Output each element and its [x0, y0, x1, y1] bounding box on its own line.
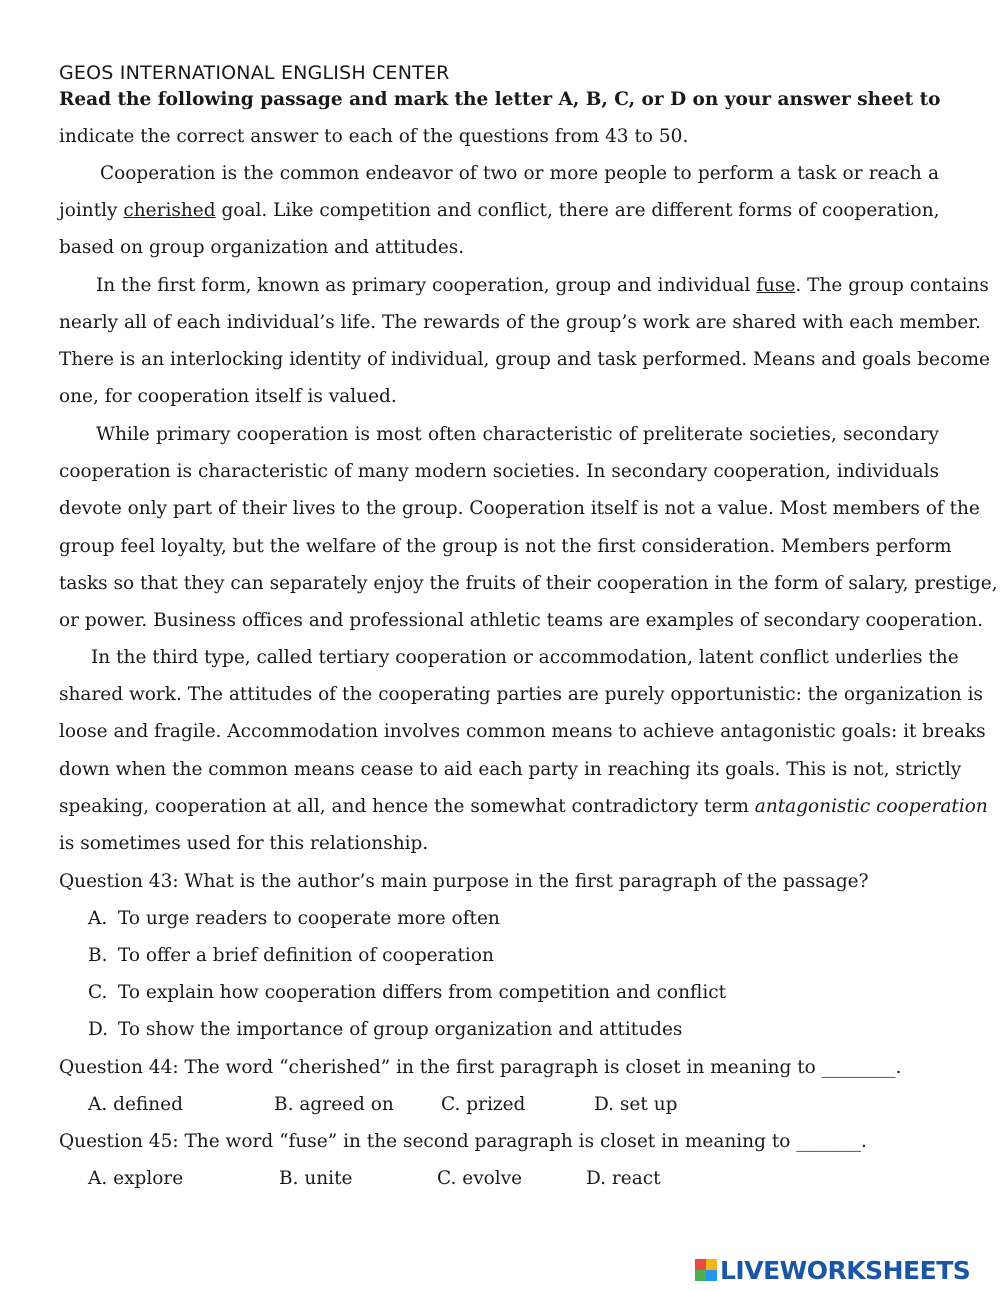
liveworksheets-logo [695, 1253, 970, 1287]
p2-line-1-post: . The group contains [795, 275, 989, 296]
q44-option-c[interactable]: C. prized [441, 1094, 526, 1115]
q45-option-b[interactable]: B. unite [279, 1168, 353, 1189]
q44-option-d[interactable]: D. set up [594, 1094, 678, 1115]
p1-line-2 [59, 199, 939, 223]
logo-square [695, 1259, 706, 1270]
p1-line-1: Cooperation is the common endeavor of two or more people to perform a task or reach a [100, 163, 939, 184]
option-letter: C. [88, 982, 108, 1003]
p1-line-2-pre: jointly [59, 200, 124, 221]
logo-square [695, 1270, 706, 1281]
question-44-stem: Question 44: The word “cherished” in the first paragraph is closet in meaning to ________. [59, 1057, 902, 1078]
p3-line-2: cooperation is characteristic of many modern societies. In secondary cooperation, individuals [59, 461, 939, 482]
q43-option-b[interactable] [88, 944, 494, 968]
option-text: To offer a brief definition of cooperation [118, 945, 494, 966]
option-text: To urge readers to cooperate more often [118, 908, 500, 929]
p3-line-3: devote only part of their lives to the group. Cooperation itself is not a value. Most members of the [59, 498, 980, 519]
italic-term: antagonistic cooperation [754, 796, 988, 817]
logo-mark-icon [695, 1259, 717, 1281]
p4-line-4: down when the common means cease to aid each party in reaching its goals. This is not, strictly [59, 759, 962, 780]
instruction-rest: indicate the correct answer to each of the questions from 43 to 50. [59, 126, 689, 147]
p3-line-5: tasks so that they can separately enjoy the fruits of their cooperation in the form of salary, prestige, [59, 573, 998, 594]
p4-line-2: shared work. The attitudes of the cooperating parties are purely opportunistic: the organization is [59, 684, 984, 705]
logo-text: LIVEWORKSHEETS [720, 1255, 971, 1285]
p3-line-1: While primary cooperation is most often characteristic of preliterate societies, secondary [96, 424, 939, 445]
option-letter: D. [88, 1019, 109, 1040]
option-text: To explain how cooperation differs from competition and conflict [118, 982, 727, 1003]
p2-line-4: one, for cooperation itself is valued. [59, 386, 397, 407]
p3-line-4: group feel loyalty, but the welfare of the group is not the first consideration. Members perform [59, 536, 952, 557]
p2-line-2: nearly all of each individual’s life. The rewards of the group’s work are shared with each member. [59, 312, 981, 333]
p4-line-5-pre: speaking, cooperation at all, and hence the somewhat contradictory term [59, 796, 755, 817]
option-letter: B. [88, 945, 108, 966]
q43-option-d[interactable] [88, 1018, 682, 1042]
question-43-stem: Question 43: What is the author’s main purpose in the first paragraph of the passage? [59, 871, 869, 892]
center-header: GEOS INTERNATIONAL ENGLISH CENTER [59, 62, 450, 84]
p4-line-5 [59, 795, 988, 819]
p2-line-1-pre: In the first form, known as primary cooperation, group and individual [96, 275, 757, 296]
q45-option-c[interactable]: C. evolve [437, 1168, 523, 1189]
p1-line-2-post: goal. Like competition and conflict, there are different forms of cooperation, [215, 200, 940, 221]
logo-square [706, 1259, 717, 1270]
p4-line-3: loose and fragile. Accommodation involves common means to achieve antagonistic goals: it breaks [59, 721, 986, 742]
p3-line-6: or power. Business offices and professional athletic teams are examples of secondary cooperation. [59, 610, 984, 631]
option-text: To show the importance of group organization and attitudes [118, 1019, 683, 1040]
q44-option-b[interactable]: B. agreed on [274, 1094, 394, 1115]
q45-option-a[interactable]: A. explore [88, 1168, 184, 1189]
underlined-word-cherished: cherished [123, 200, 216, 221]
q45-option-d[interactable]: D. react [586, 1168, 661, 1189]
p2-line-3: There is an interlocking identity of individual, group and task performed. Means and goals become [59, 349, 990, 370]
option-letter: A. [88, 908, 108, 929]
question-45-stem: Question 45: The word “fuse” in the second paragraph is closet in meaning to _______. [59, 1131, 867, 1152]
q43-option-c[interactable] [88, 981, 726, 1005]
p1-line-3: based on group organization and attitudes. [59, 237, 465, 258]
logo-square [706, 1270, 717, 1281]
q44-option-a[interactable]: A. defined [88, 1094, 183, 1115]
q43-option-a[interactable] [88, 907, 500, 931]
underlined-word-fuse: fuse [756, 275, 796, 296]
p2-line-1 [59, 274, 989, 298]
p4-line-1: In the third type, called tertiary cooperation or accommodation, latent conflict underlies the [91, 647, 959, 668]
p4-line-6: is sometimes used for this relationship. [59, 833, 429, 854]
instruction-bold: Read the following passage and mark the letter A, B, C, or D on your answer sheet to [59, 89, 941, 110]
